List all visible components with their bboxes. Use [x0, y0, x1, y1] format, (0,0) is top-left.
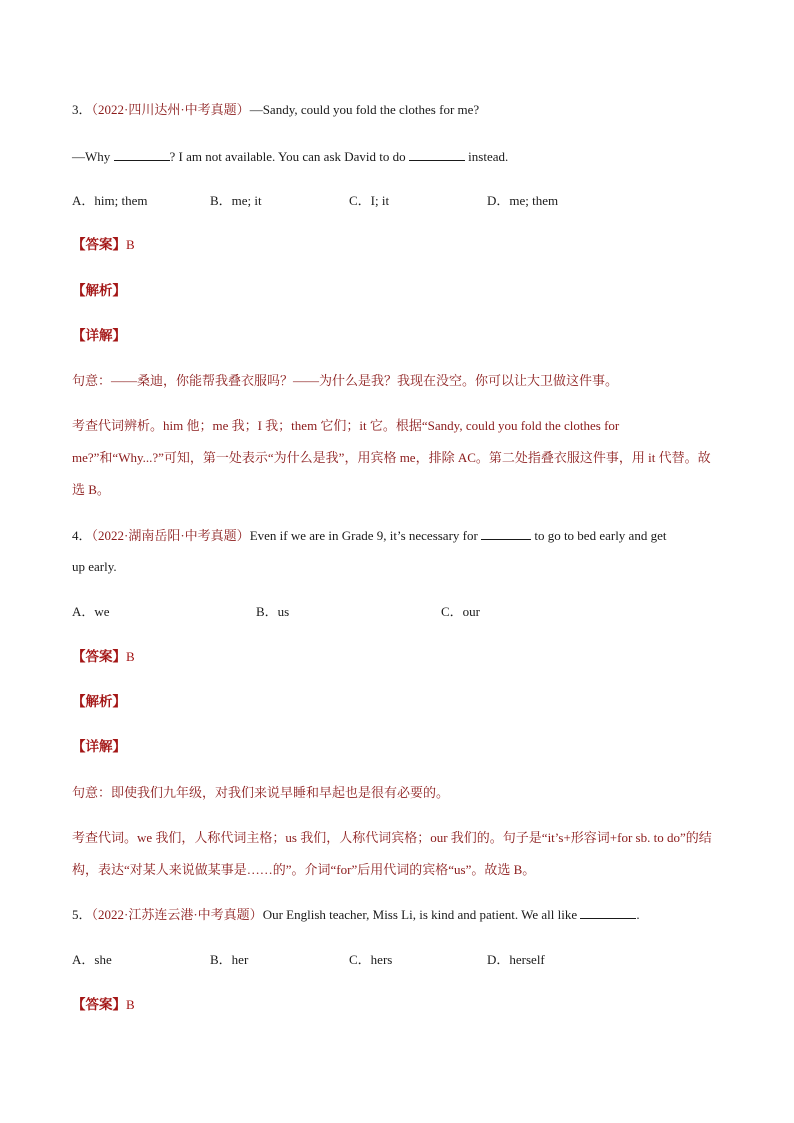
sentence-meaning: 句意：即使我们九年级，对我们来说早睡和早起也是很有必要的。	[72, 785, 450, 800]
question-3-stem	[72, 100, 722, 120]
question-text: —Sandy, could you fold the clothes for me?	[249, 102, 480, 117]
option-b: B．us	[256, 604, 290, 619]
question-4-line2: up early.	[72, 559, 117, 574]
question-5-options	[72, 950, 722, 970]
answer-blank	[409, 146, 465, 161]
question-text: Even if we are in Grade 9, it’s necessary for	[249, 528, 482, 543]
question-3-line2	[72, 146, 722, 167]
question-text: Our English teacher, Miss Li, is kind and patient. We all like	[262, 907, 581, 922]
explanation-text: 考查代词辨析。him 他；me 我；I 我；them 它们；it 它。根据“Sandy, could you fold the clothes for me?”和“Why...?”可知，第一处表示“为什么是我”，用宾格 me，排除 AC。第二处指叠衣服这件事，用 it 代替。故选 B。	[72, 418, 711, 497]
detail-line	[72, 737, 722, 757]
question-number: 4．	[72, 528, 92, 543]
answer-tag: 【答案】	[72, 237, 126, 253]
answer-blank	[580, 904, 636, 919]
question-number: 3．	[72, 102, 92, 117]
detail-tag: 【详解】	[72, 739, 126, 755]
question-number: 5．	[72, 907, 92, 922]
option-c: C．hers	[349, 952, 393, 967]
question-text: .	[636, 907, 640, 922]
answer-line	[72, 235, 722, 255]
option-c: C．our	[441, 604, 481, 619]
question-source: （2022·四川达州·中考真题）	[91, 102, 250, 117]
analysis-tag: 【解析】	[72, 694, 126, 710]
option-a: A．him; them	[72, 193, 148, 208]
answer-line	[72, 647, 722, 667]
answer-value: B	[126, 997, 135, 1012]
question-text: instead.	[464, 149, 509, 164]
explanation-text: 考查代词。we 我们，人称代词主格；us 我们，人称代词宾格；our 我们的。句子是“it’s+形容词+for sb. to do”的结构，表达“对某人来说做某事是……的”。介词“for”后用代词的宾格“us”。故选 B。	[72, 830, 712, 877]
option-d: D．herself	[487, 952, 545, 967]
question-text: ? I am not available. You can ask David to do	[169, 149, 409, 164]
detail-tag: 【详解】	[72, 328, 126, 344]
analysis-line	[72, 692, 722, 712]
question-4-stem	[72, 525, 722, 546]
answer-value: B	[126, 649, 135, 664]
answer-blank	[114, 146, 170, 161]
question-text: —Why	[72, 149, 114, 164]
question-3-options	[72, 191, 722, 211]
answer-value: B	[126, 237, 135, 252]
option-a: A．she	[72, 952, 112, 967]
sentence-meaning: 句意：——桑迪，你能帮我叠衣服吗？——为什么是我？我现在没空。你可以让大卫做这件事。	[72, 373, 619, 388]
option-a: A．we	[72, 604, 110, 619]
question-source: （2022·江苏连云港·中考真题）	[91, 907, 263, 922]
option-b: B．her	[210, 952, 249, 967]
option-d: D．me; them	[487, 193, 559, 208]
question-4-options	[72, 602, 722, 622]
question-text: to go to bed early and get	[531, 528, 667, 543]
answer-tag: 【答案】	[72, 997, 126, 1013]
option-b: B．me; it	[210, 193, 262, 208]
analysis-tag: 【解析】	[72, 283, 126, 299]
answer-line	[72, 995, 722, 1015]
answer-blank	[481, 525, 531, 540]
question-5-stem	[72, 904, 722, 925]
analysis-line	[72, 281, 722, 301]
detail-line	[72, 326, 722, 346]
question-source: （2022·湖南岳阳·中考真题）	[91, 528, 250, 543]
answer-tag: 【答案】	[72, 649, 126, 665]
option-c: C．I; it	[349, 193, 390, 208]
